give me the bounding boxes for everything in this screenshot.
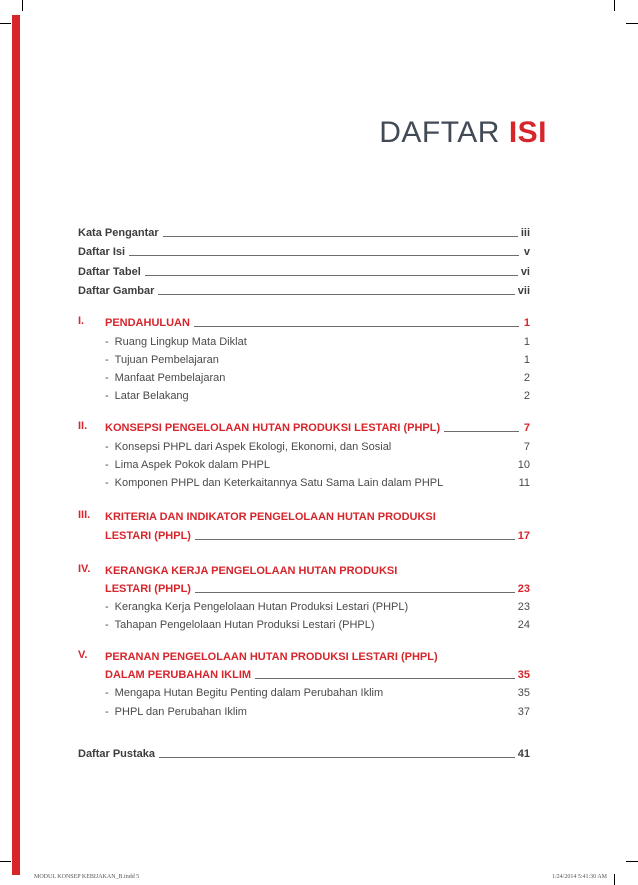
bullet-dash: - xyxy=(105,687,109,699)
footer-date: 1/24/2014 5:41:30 AM xyxy=(551,874,607,880)
toc-entry-body xyxy=(105,387,530,403)
toc-chapter-entry[interactable] xyxy=(78,527,530,543)
page-number: 24 xyxy=(517,619,530,631)
page-number: 1 xyxy=(523,336,530,348)
toc-sub-entry[interactable] xyxy=(78,703,530,719)
page-number: vi xyxy=(520,266,530,278)
toc-entry-body xyxy=(105,314,530,330)
toc-entry-body xyxy=(105,351,530,367)
bullet-dash: - xyxy=(105,354,109,366)
page-number: 17 xyxy=(517,530,530,542)
entry-label: Latar Belakang xyxy=(114,390,189,402)
page-number: 37 xyxy=(517,706,530,718)
toc-entry-body xyxy=(105,580,530,596)
toc-sub-entry[interactable] xyxy=(78,456,530,472)
bullet-dash: - xyxy=(105,336,109,348)
page-number: 23 xyxy=(517,583,530,595)
toc-sub-entry[interactable] xyxy=(78,598,530,614)
entry-label: KRITERIA DAN INDIKATOR PENGELOLAAN HUTAN PRODUKSI xyxy=(105,511,436,523)
page-number: 2 xyxy=(523,390,530,402)
toc-entry-body xyxy=(105,703,530,719)
toc-chapter-line[interactable] xyxy=(78,648,530,664)
entry-label: PHPL dan Perubahan Iklim xyxy=(114,706,247,718)
bullet-dash: - xyxy=(105,390,109,402)
toc-sub-entry[interactable] xyxy=(78,351,530,367)
toc-chapter-entry[interactable] xyxy=(78,580,530,596)
entry-label: DALAM PERUBAHAN IKLIM xyxy=(105,669,252,681)
crop-mark xyxy=(626,23,638,24)
page-number: 7 xyxy=(523,422,530,434)
entry-label: Daftar Isi xyxy=(78,246,126,258)
page-number: 10 xyxy=(517,459,530,471)
toc-entry-body xyxy=(105,684,530,700)
dotted-leader xyxy=(163,236,518,237)
toc-entry-body xyxy=(105,508,530,524)
page-title xyxy=(379,116,547,150)
toc-sub-entry[interactable] xyxy=(78,616,530,632)
page-number: vii xyxy=(517,285,530,297)
toc-entry-body xyxy=(105,666,530,682)
toc-chapter-entry[interactable] xyxy=(78,314,530,330)
toc-entry-body xyxy=(105,616,530,632)
toc-entry-body xyxy=(105,527,530,543)
accent-bar xyxy=(12,15,20,875)
toc-chapter-line[interactable] xyxy=(78,508,530,524)
page-number: 35 xyxy=(517,669,530,681)
page-number: iii xyxy=(520,227,530,239)
chapter-number: III. xyxy=(78,509,91,521)
bullet-dash: - xyxy=(105,459,109,471)
entry-label: KERANGKA KERJA PENGELOLAAN HUTAN PRODUKSI xyxy=(105,565,398,577)
dotted-leader xyxy=(195,539,515,540)
toc-entry-body xyxy=(105,474,530,490)
page-number: 35 xyxy=(517,687,530,699)
title-part-1: DAFTAR xyxy=(379,116,509,149)
dotted-leader xyxy=(194,326,519,327)
entry-label: Konsepsi PHPL dari Aspek Ekologi, Ekonomi, dan Sosial xyxy=(114,441,392,453)
bullet-dash: - xyxy=(105,619,109,631)
bullet-dash: - xyxy=(105,477,109,489)
chapter-number: IV. xyxy=(78,563,91,575)
dotted-leader xyxy=(158,294,514,295)
footer-file: MODUL KONSEP KEBIJAKAN_B.indd 5 xyxy=(34,874,140,880)
entry-label: KONSEPSI PENGELOLAAN HUTAN PRODUKSI LESTARI (PHPL) xyxy=(105,422,441,434)
bullet-dash: - xyxy=(105,372,109,384)
entry-label: Lima Aspek Pokok dalam PHPL xyxy=(114,459,270,471)
entry-label: Mengapa Hutan Begitu Penting dalam Perubahan Iklim xyxy=(114,687,384,699)
entry-label: Daftar Pustaka xyxy=(78,748,156,760)
toc-front-entry[interactable] xyxy=(78,263,530,279)
crop-mark xyxy=(614,874,615,885)
page-number: 7 xyxy=(523,441,530,453)
dotted-leader xyxy=(444,431,519,432)
dotted-leader xyxy=(195,592,515,593)
toc-sub-entry[interactable] xyxy=(78,684,530,700)
toc-entry-body xyxy=(105,438,530,454)
crop-mark xyxy=(22,0,23,11)
entry-label: Tujuan Pembelajaran xyxy=(114,354,219,366)
toc-entry-body xyxy=(105,333,530,349)
entry-label: Ruang Lingkup Mata Diklat xyxy=(114,336,247,348)
toc-front-entry[interactable] xyxy=(78,243,530,259)
bullet-dash: - xyxy=(105,601,109,613)
bullet-dash: - xyxy=(105,441,109,453)
page-number: 1 xyxy=(523,317,530,329)
dotted-leader xyxy=(255,678,515,679)
chapter-number: V. xyxy=(78,649,88,661)
bullet-dash: - xyxy=(105,706,109,718)
entry-label: Komponen PHPL dan Keterkaitannya Satu Sama Lain dalam PHPL xyxy=(114,477,444,489)
crop-mark xyxy=(626,861,638,862)
toc-sub-entry[interactable] xyxy=(78,474,530,490)
entry-label: LESTARI (PHPL) xyxy=(105,583,191,595)
entry-label: PERANAN PENGELOLAAN HUTAN PRODUKSI LESTARI (PHPL) xyxy=(105,651,438,663)
page-number: v xyxy=(523,246,530,258)
entry-label: Manfaat Pembelajaran xyxy=(114,372,226,384)
page-number: 11 xyxy=(518,477,530,489)
dotted-leader xyxy=(129,255,519,256)
entry-label: Daftar Gambar xyxy=(78,285,155,297)
toc-entry-body xyxy=(105,369,530,385)
entry-label: PENDAHULUAN xyxy=(105,317,190,329)
chapter-number: II. xyxy=(78,420,88,432)
chapter-number: I. xyxy=(78,315,85,327)
dotted-leader xyxy=(145,275,518,276)
toc-chapter-line[interactable] xyxy=(78,562,530,578)
page-number: 1 xyxy=(523,354,530,366)
page-number: 23 xyxy=(517,601,530,613)
toc-entry-body xyxy=(105,598,530,614)
page-number: 41 xyxy=(517,748,530,760)
crop-mark xyxy=(0,861,11,862)
dotted-leader xyxy=(159,757,515,758)
entry-label: Tahapan Pengelolaan Hutan Produksi Lestari (PHPL) xyxy=(114,619,375,631)
toc-front-entry[interactable] xyxy=(78,224,530,240)
toc-chapter-entry[interactable] xyxy=(78,666,530,682)
toc-entry-body xyxy=(105,648,530,664)
toc-entry-body xyxy=(105,562,530,578)
crop-mark xyxy=(614,0,615,11)
toc-entry-body xyxy=(105,419,530,435)
toc-sub-entry[interactable] xyxy=(78,369,530,385)
toc-back-entry[interactable] xyxy=(78,745,530,761)
toc-chapter-entry[interactable] xyxy=(78,419,530,435)
crop-mark xyxy=(0,23,11,24)
entry-label: Kerangka Kerja Pengelolaan Hutan Produksi Lestari (PHPL) xyxy=(114,601,409,613)
title-part-2: ISI xyxy=(508,116,547,149)
toc-sub-entry[interactable] xyxy=(78,438,530,454)
entry-label: LESTARI (PHPL) xyxy=(105,530,191,542)
entry-label: Kata Pengantar xyxy=(78,227,159,239)
toc-entry-body xyxy=(105,456,530,472)
toc-front-entry[interactable] xyxy=(78,282,530,298)
toc-sub-entry[interactable] xyxy=(78,387,530,403)
toc-sub-entry[interactable] xyxy=(78,333,530,349)
page-number: 2 xyxy=(523,372,530,384)
entry-label: Daftar Tabel xyxy=(78,266,141,278)
